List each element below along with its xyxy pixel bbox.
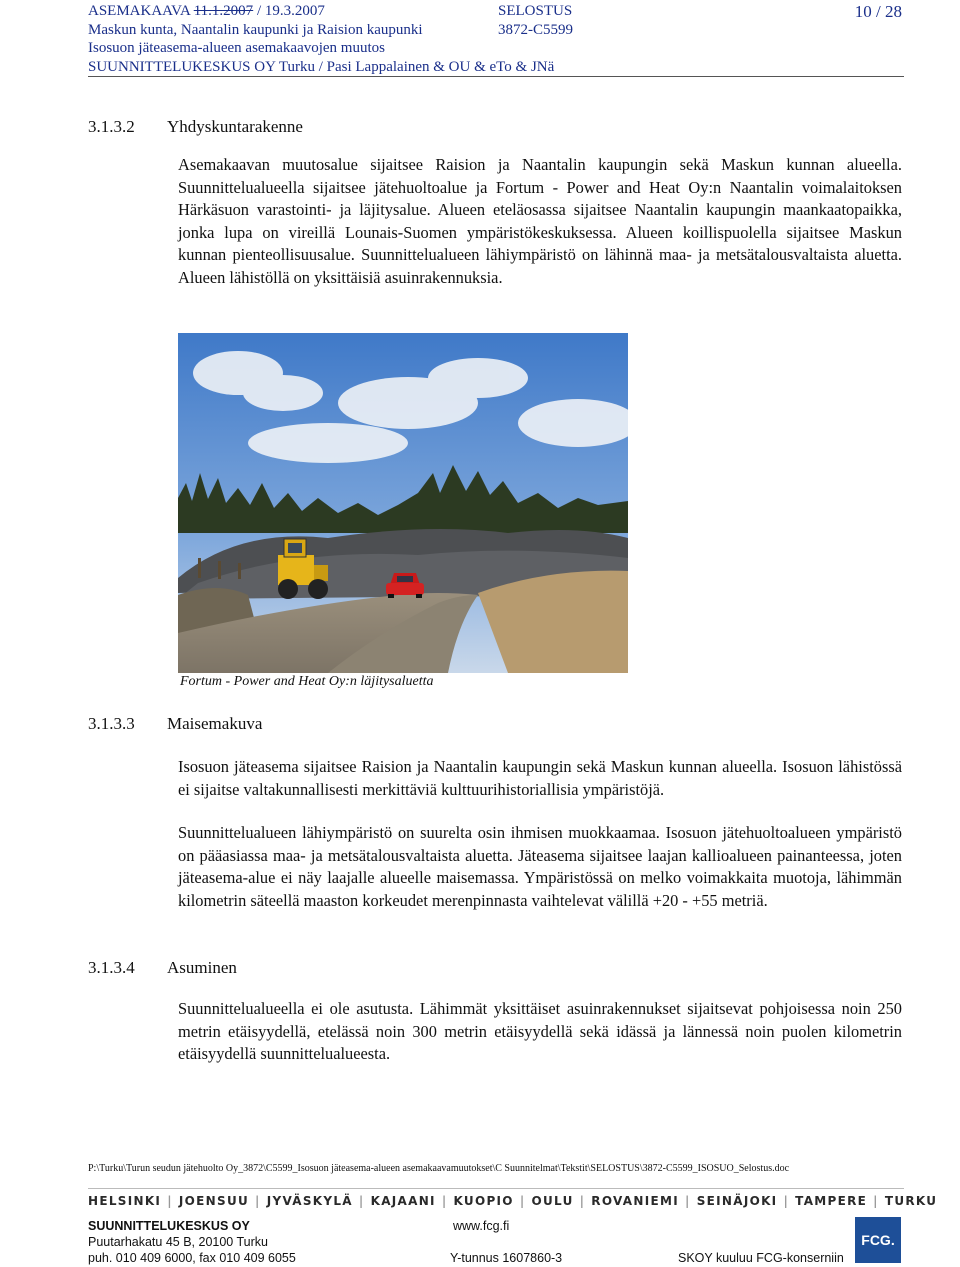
footer-web[interactable]: www.fcg.fi <box>453 1219 510 1233</box>
page-header <box>88 2 573 76</box>
file-path: P:\Turku\Turun seudun jätehuolto Oy_3872\C5599_Isosuon jäteasema-alueen asemakaavamuutokset\C Suunnitelmat\Tekstit\SELOSTUS\3872-C5599_ISOSUO_Selostus.doc <box>88 1163 790 1174</box>
city-separator: | <box>441 1194 448 1208</box>
footer-divider <box>88 1188 904 1189</box>
footer-phone: puh. 010 409 6000, fax 010 409 6055 <box>88 1251 296 1265</box>
section-title: Yhdyskuntarakenne <box>167 117 303 136</box>
section-number: 3.1.3.2 <box>88 117 135 136</box>
section-title: Maisemakuva <box>167 714 263 733</box>
footer-company: SUUNNITTELUKESKUS OY <box>88 1219 250 1233</box>
city-separator: | <box>167 1194 173 1208</box>
header-plan-dates <box>88 2 554 21</box>
footer-business-id: Y-tunnus 1607860-3 <box>450 1251 563 1265</box>
header-project: Isosuon jäteasema-alueen asemakaavojen muutos <box>88 40 385 56</box>
header-project-code: 3872-C5599 <box>498 21 573 38</box>
city-separator: | <box>358 1194 365 1208</box>
city: KUOPIO <box>453 1194 514 1208</box>
office-cities <box>88 1194 938 1208</box>
section-body <box>178 154 902 290</box>
photo-illustration <box>178 333 628 673</box>
section-number: 3.1.3.3 <box>88 714 135 733</box>
city-separator: | <box>579 1194 586 1208</box>
paragraph: Suunnittelualueen lähiympäristö on suurelta osin ihmisen muokkaamaa. Isosuon jätehuoltoalueen ympäristö on pääasiassa maa- ja metsätalousvaltaista aluetta. Jäteasema sijaitsee laajan kallioalueen painanteessa, joten jäteasema-alue ei näy laajalle alueelle maisemassa. Ympäristössä on melko voimakkaita muotoja, lähimmän kilometrin säteellä maaston korkeudet merenpinnasta vaihtelevat välillä +20 - +55 metriä. <box>178 823 902 910</box>
city: KAJAANI <box>370 1194 436 1208</box>
fcg-logo-text: FCG. <box>861 1232 895 1248</box>
city-separator: | <box>873 1194 879 1208</box>
city: JOENSUU <box>178 1194 250 1208</box>
city-separator: | <box>783 1194 790 1208</box>
header-consultant: SUUNNITTELUKESKUS OY Turku / Pasi Lappalainen & OU & eTo & JNä <box>88 58 555 75</box>
city: JYVÄSKYLÄ <box>266 1194 353 1208</box>
section-body <box>178 756 902 801</box>
fcg-logo <box>855 1217 901 1263</box>
city: ROVANIEMI <box>591 1194 679 1208</box>
header-doc-type: SELOSTUS <box>498 3 573 19</box>
page-number: 10 / 28 <box>854 2 902 21</box>
footer-address: Puutarhakatu 45 B, 20100 Turku <box>88 1235 268 1249</box>
city: SEINÄJOKI <box>696 1194 778 1208</box>
city: TAMPERE <box>795 1194 868 1208</box>
city: OULU <box>531 1194 574 1208</box>
city-separator: | <box>255 1194 261 1208</box>
city: HELSINKI <box>88 1194 162 1208</box>
section-body <box>178 822 902 912</box>
landscape-photo <box>178 333 628 673</box>
section-number: 3.1.3.4 <box>88 958 135 977</box>
city-separator: | <box>685 1194 691 1208</box>
photo-caption: Fortum - Power and Heat Oy:n läjitysaluetta <box>180 674 434 689</box>
paragraph: Isosuon jäteasema sijaitsee Raision ja Naantalin kaupungin sekä Maskun kunnan alueella. Isosuon lähistössä ei sijaitse valtakunnallisesti merkittäviä kulttuurihistoriallisia ympäristöjä. <box>178 757 902 799</box>
city: TURKU <box>884 1194 938 1208</box>
footer-group: SKOY kuuluu FCG-konserniin <box>678 1251 844 1265</box>
paragraph: Asemakaavan muutosalue sijaitsee Raision ja Naantalin kaupungin sekä Maskun kunnan alueella. Suunnittelualueella sijaitsee jätehuoltoalue ja Fortum - Power and Heat Oy:n Naantalin voimalaitoksen Härkäsuon varastointi- ja läjitysalue. Alueen eteläosassa sijaitsee Naantalin kaupungin maankaatopaikka, jonka lupa on vireillä Lounais-Suomen ympäristökeskuksessa. Alueen koillispuolella sijaitsee Maskun kunnan pienteollisuusalue. Suunnittelualueen lähiympäristö on lähinnä maa- ja metsätalousvaltaista aluetta. Alueen lähistöllä on yksittäisiä asuinrakennuksia. <box>178 155 902 287</box>
header-plan-label: ASEMAKAAVA <box>88 3 194 19</box>
footer-company-block <box>88 1218 388 1266</box>
city-separator: | <box>519 1194 526 1208</box>
section-title: Asuminen <box>167 958 237 977</box>
section-body <box>178 998 902 1066</box>
paragraph: Suunnittelualueella ei ole asutusta. Lähimmät yksittäiset asuinrakennukset sijaitsevat pohjoisessa noin 250 metrin etäisyydellä, etelässä noin 300 metrin etäisyydellä sekä idässä ja lännessä noin puolen kilometrin etäisyydellä suunnittelualueesta. <box>178 999 902 1064</box>
header-municipalities: Maskun kunta, Naantalin kaupunki ja Raision kaupunki <box>88 21 423 38</box>
header-divider <box>88 76 904 77</box>
header-new-date: / 19.3.2007 <box>253 3 325 19</box>
header-old-date: 11.1.2007 <box>193 3 254 19</box>
